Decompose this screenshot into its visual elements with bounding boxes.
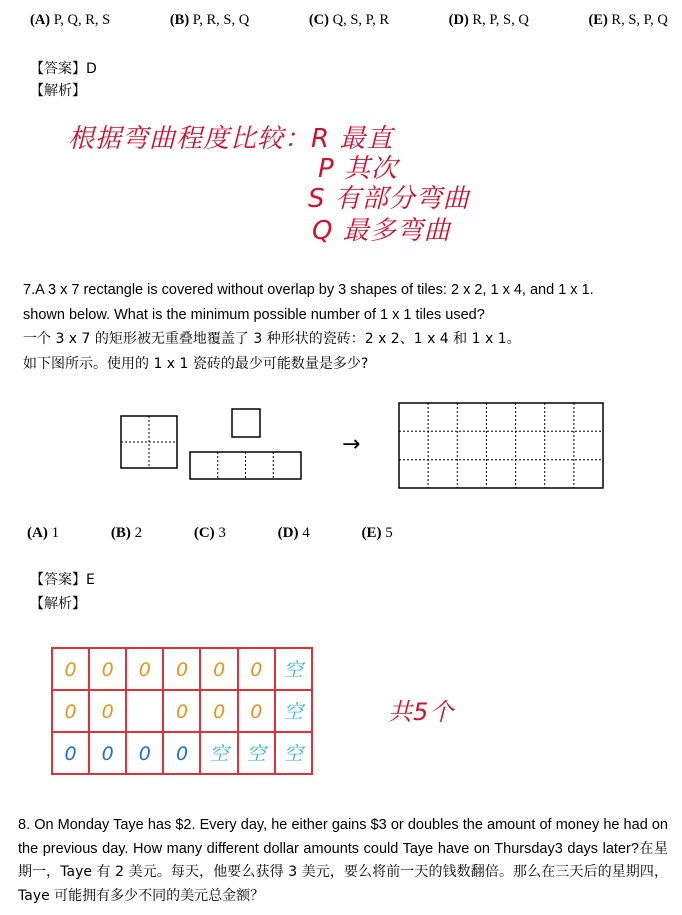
q7-choice-b: (B) 2 [110,525,143,541]
grid-mark-tile: 0 [101,701,114,723]
grid-mark-empty: 空 [246,743,266,765]
grid-mark-tile: 0 [64,659,77,681]
grid-mark-tile: 0 [250,659,263,681]
arrow-icon: → [342,432,361,457]
grid-mark-tile: 0 [101,659,114,681]
q6-handwriting-line4: Q 最多弯曲 [312,216,451,246]
q7-question [23,278,673,376]
q7-solution-grid [0,640,682,785]
grid-mark-tile: 0 [64,701,77,723]
q7-zh-line1: 一个 3 x 7 的矩形被无重叠地覆盖了 3 种形状的瓷砖：2 x 2、1 x 4 和 1 x 1。 [23,331,521,347]
q6-choices [30,12,682,29]
q6-handwriting-line2: P 其次 [318,154,398,184]
q7-choice-d: (D) 4 [277,525,310,541]
grid-mark-tile: 0 [213,659,226,681]
q7-handwriting-total: 共5个 [388,698,455,726]
grid-mark-tile: 0 [138,659,151,681]
q7-zh-line2: 如下图所示。使用的 1 x 1 瓷砖的最少可能数量是多少? [23,355,369,372]
grid-mark-tile: 0 [213,701,226,723]
q6-choice-c: (C) Q, S, P, R [308,12,390,28]
q7-choices [27,525,441,542]
grid-mark-tile: 0 [101,743,114,765]
grid-mark-empty: 空 [283,743,303,765]
q6-analysis-tag: 【解析】 [30,83,86,99]
q7-choice-a: (A) 1 [27,525,60,541]
q6-choice-e: (E) R, S, P, Q [588,12,668,28]
q7-analysis-tag: 【解析】 [30,596,86,612]
q8-zh: 在星期一，Taye 有 2 美元。每天，他要么获得 3 美元，要么将前一天的钱数翻倍。那么在三天后的星期四，Taye 可能拥有多少不同的美元总金额？ [18,840,668,904]
q7-tiles-diagram [0,395,682,500]
tile-1x1 [232,409,260,437]
q6-handwriting-line3: S 有部分弯曲 [308,184,470,214]
q6-answer-line: 【答案】D [30,61,97,77]
grid-mark-empty: 空 [209,743,229,765]
q6-choice-b: (B) P, R, S, Q [169,12,250,28]
q6-choice-d: (D) R, P, S, Q [448,12,529,28]
q6-answer: D [86,61,97,77]
grid-mark-tile: 0 [138,743,151,765]
grid-mark-tile: 0 [175,743,189,765]
grid-mark-empty: 空 [283,701,303,723]
q6-handwriting-line1: 根据弯曲程度比较：R 最直 [68,124,394,154]
grid-mark-tile: 0 [175,659,189,681]
grid-mark-tile: 0 [64,743,77,765]
q6-choice-a: (A) P, Q, R, S [30,12,111,28]
rect-3x7 [399,403,603,488]
q7-choice-e: (E) 5 [361,525,393,541]
grid-mark-tile: 0 [175,701,189,723]
q8-question [18,814,668,908]
q7-choice-c: (C) 3 [193,525,226,541]
q7-answer-line: 【答案】E [30,572,95,588]
grid-mark-empty: 空 [283,659,303,681]
q7-answer: E [86,572,95,588]
q7-en-line2: shown below. What is the minimum possible number of 1 x 1 tiles used? [23,306,485,323]
q7-en-line1: 7.A 3 x 7 rectangle is covered without overlap by 3 shapes of tiles: 2 x 2, 1 x 4, and 1 x 1. [23,282,594,298]
grid-mark-tile: 0 [250,701,263,723]
q8-en: 8. On Monday Taye has $2. Every day, he either gains $3 or doubles the amount of money he had on the previous day. How many different dollar amounts could Taye have on Thursday3 days later? [18,817,668,857]
